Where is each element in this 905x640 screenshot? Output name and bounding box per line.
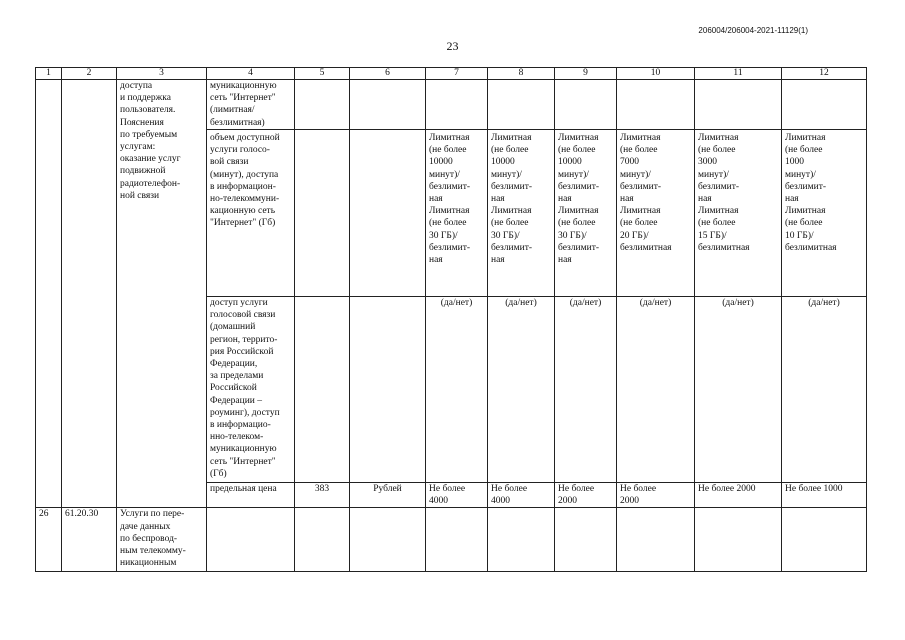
okpd-code-cell: 61.20.30 [62, 508, 117, 572]
price-cell: Не более 2000 [695, 483, 782, 508]
table-cell [350, 297, 426, 483]
characteristic-cell: предельная цена [207, 483, 295, 508]
table-cell [617, 508, 695, 572]
table-cell [782, 80, 867, 130]
unit-cell: Рублей [350, 483, 426, 508]
value-cell: Лимитная (не более 10000 минут)/ безлимит- ная Лимитная (не более 30 ГБ)/ безлимит- ная [426, 130, 488, 297]
table-cell [295, 508, 350, 572]
column-header: 6 [350, 68, 426, 80]
service-description-cell: доступа и поддержка пользователя. Пояснения по требуемым услугам: оказание услуг подвижной радиотелефон- ной связи [117, 80, 207, 508]
column-header: 7 [426, 68, 488, 80]
column-header: 8 [488, 68, 555, 80]
column-header: 12 [782, 68, 867, 80]
value-cell: Лимитная (не более 10000 минут)/ безлимит- ная Лимитная (не более 30 ГБ)/ безлимит- ная [555, 130, 617, 297]
table-cell [350, 130, 426, 297]
row-number-cell: 26 [36, 508, 62, 572]
column-header: 1 [36, 68, 62, 80]
price-cell: Не более 4000 [488, 483, 555, 508]
table-cell [36, 80, 62, 508]
table-cell [350, 80, 426, 130]
table-cell [555, 80, 617, 130]
table-cell [426, 80, 488, 130]
value-cell: Лимитная (не более 7000 минут)/ безлимит- ная Лимитная (не более 20 ГБ)/ безлимитная [617, 130, 695, 297]
table-cell [295, 80, 350, 130]
page-number: 23 [446, 39, 459, 53]
price-cell: Не более 1000 [782, 483, 867, 508]
value-cell: (да/нет) [782, 297, 867, 483]
price-cell: Не более 2000 [617, 483, 695, 508]
table-cell [695, 80, 782, 130]
column-header: 4 [207, 68, 295, 80]
column-number-row [36, 68, 867, 80]
table-cell [555, 508, 617, 572]
table-cell [207, 508, 295, 572]
specification-table [35, 67, 867, 572]
column-header: 2 [62, 68, 117, 80]
table-cell [488, 80, 555, 130]
table-cell [782, 508, 867, 572]
table-cell [62, 80, 117, 508]
column-header: 10 [617, 68, 695, 80]
table-cell [350, 508, 426, 572]
table-cell [695, 508, 782, 572]
table-row [36, 508, 867, 572]
value-cell: (да/нет) [555, 297, 617, 483]
characteristic-cell: муникационную сеть "Интернет" (лимитная/ безлимитная) [207, 80, 295, 130]
value-cell: Лимитная (не более 10000 минут)/ безлимит- ная Лимитная (не более 30 ГБ)/ безлимит- ная [488, 130, 555, 297]
value-cell: (да/нет) [488, 297, 555, 483]
price-cell: Не более 4000 [426, 483, 488, 508]
characteristic-cell: доступ услуги голосовой связи (домашний регион, террито- рия Российской Федерации, за пределами Российской Федерации – роуминг), доступ в информацио- нно-телеком- муникационную сеть "Интернет" (Гб) [207, 297, 295, 483]
document-id: 206004/206004-2021-11129(1) [698, 26, 808, 35]
value-cell: Лимитная (не более 1000 минут)/ безлимит- ная Лимитная (не более 10 ГБ)/ безлимитная [782, 130, 867, 297]
table-row [36, 80, 867, 130]
characteristic-cell: объем доступной услуги голосо- вой связи (минут), доступа в информацион- но-телекоммуни- кационную сеть "Интернет" (Гб) [207, 130, 295, 297]
price-cell: Не более 2000 [555, 483, 617, 508]
okei-code-cell: 383 [295, 483, 350, 508]
column-header: 9 [555, 68, 617, 80]
service-description-cell: Услуги по пере- даче данных по беспровод- ным телекомму- никационным [117, 508, 207, 572]
value-cell: (да/нет) [617, 297, 695, 483]
table-cell [426, 508, 488, 572]
value-cell: Лимитная (не более 3000 минут)/ безлимит- ная Лимитная (не более 15 ГБ)/ безлимитная [695, 130, 782, 297]
column-header: 3 [117, 68, 207, 80]
value-cell: (да/нет) [426, 297, 488, 483]
table-cell [617, 80, 695, 130]
value-cell: (да/нет) [695, 297, 782, 483]
table-cell [295, 130, 350, 297]
table-cell [488, 508, 555, 572]
column-header: 5 [295, 68, 350, 80]
table-cell [295, 297, 350, 483]
column-header: 11 [695, 68, 782, 80]
